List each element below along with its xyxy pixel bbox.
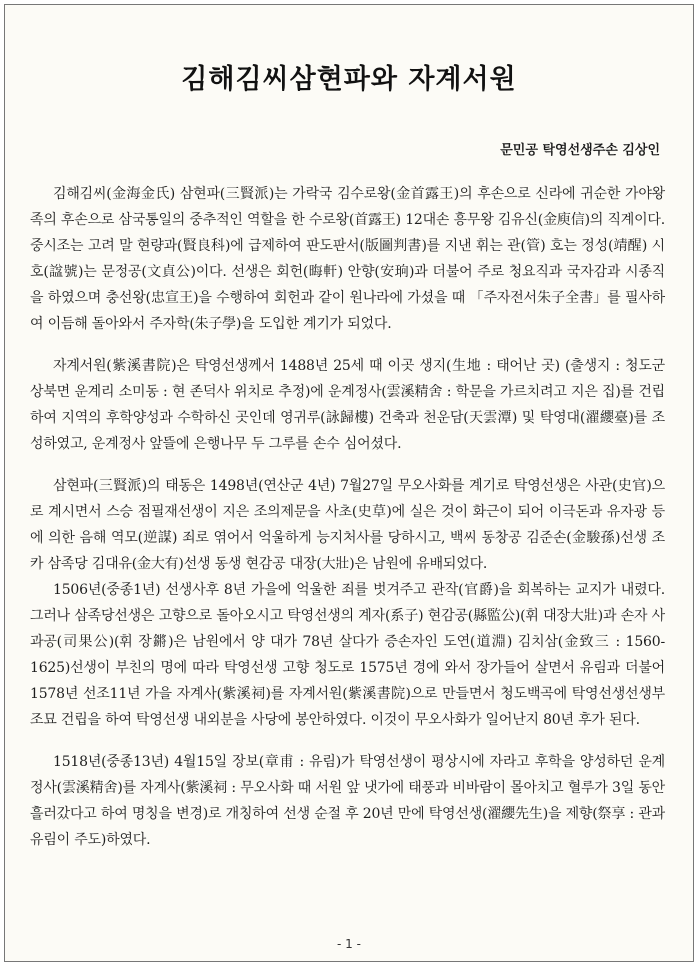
document-body	[30, 181, 665, 869]
document-title: 김해김씨삼현파와 자계서원	[181, 64, 517, 95]
paragraph-4: 1506년(중종1년) 선생사후 8년 가을에 억울한 죄를 벗겨주고 관작(官爵)을 회복하는 교지가 내렸다. 그러나 삼족당선생은 고향으로 돌아오시고 탁영선생의 계자(系子) 현감공(縣監公)(휘 대장大壯)과 손자 사과공(司果公)(휘 장鏘)은 남원에서 양 대가 78년 살다가 증손자인 도연(道淵) 김치삼(金致三 : 1560-1625)선생이 부친의 명에 따라 탁영선생 고향 청도로 1575년 경에 와서 장가들어 살면서 유림과 더불어 1578년 선조11년 가을 자계사(紫溪祠)를 자계서원(紫溪書院)으로 만들면서 청도백곡에 탁영선생선생부조묘 건립을 하여 탁영선생 내외분을 사당에 봉안하였다. 이것이 무오사화가 일어난지 80년 후가 된다.	[30, 582, 665, 728]
document-page	[4, 4, 694, 962]
paragraph-1: 김해김씨(金海金氏) 삼현파(三賢派)는 가락국 김수로왕(金首露王)의 후손으로 신라에 귀순한 가야왕족의 후손으로 삼국통일의 중추적인 역할을 한 수로왕(首露王) 12대손 흥무왕 김유신(金庾信)의 직계이다. 중시조는 고려 말 현량과(賢良科)에 급제하여 판도판서(版圖判書)를 지낸 휘는 관(管) 호는 정성(靖醒) 시호(諡號)는 문정공(文貞公)이다. 선생은 회헌(晦軒) 안향(安珦)과 더불어 주로 청요직과 국자감과 시종직을 하였으며 충선왕(忠宣王)을 수행하여 회헌과 같이 원나라에 가셨을 때 「주자전서朱子全書」를 필사하여 이듬해 돌아와서 주자학(朱子學)을 도입한 계기가 되었다.	[30, 186, 665, 332]
page-number: - 1 -	[337, 937, 361, 951]
paragraph-2: 자계서원(紫溪書院)은 탁영선생께서 1488년 25세 때 이곳 생지(生地 : 태어난 곳) (출생지 : 청도군 상북면 운계리 소미동 : 현 존덕사 위치로 추정)에 운계정사(雲溪精舍 : 학문을 가르치려고 지은 집)를 건립하여 지역의 후학양성과 수학하신 곳인데 영귀루(詠歸樓) 건축과 천운담(天雲潭) 및 탁영대(濯纓臺)를 조성하였고, 운계정사 앞뜰에 은행나무 두 그루를 손수 심어셨다.	[30, 358, 665, 452]
paragraph-3: 삼현파(三賢派)의 태동은 1498년(연산군 4년) 7월27일 무오사화를 계기로 탁영선생은 사관(史官)으로 계시면서 스승 점필재선생이 지은 조의제문을 사초(史草)에 실은 것이 화근이 되어 이극돈과 유자광 등에 의한 음해 역모(逆謀) 죄로 엮어서 억울하게 능지처사를 당하시고, 백씨 동창공 김준손(金駿孫)선생 조카 삼족당 김대유(金大有)선생 동생 현감공 대장(大壯)은 남원에 유배되었다.	[30, 478, 665, 572]
paragraph-5: 1518년(중종13년) 4월15일 장보(章甫 : 유림)가 탁영선생이 평상시에 자라고 후학을 양성하던 운계정사(雲溪精舍)를 자계사(紫溪祠 : 무오사화 때 서원 앞 냇가에 태풍과 비바람이 몰아치고 혈루가 3일 동안 흘러갔다고 하여 명칭을 변경)로 개칭하여 선생 순절 후 20년 만에 탁영선생(濯纓先生)을 제향(祭享 : 관과 유림이 주도)하였다.	[30, 754, 665, 848]
author-line: 문민공 탁영선생주손 김상인	[500, 143, 660, 158]
